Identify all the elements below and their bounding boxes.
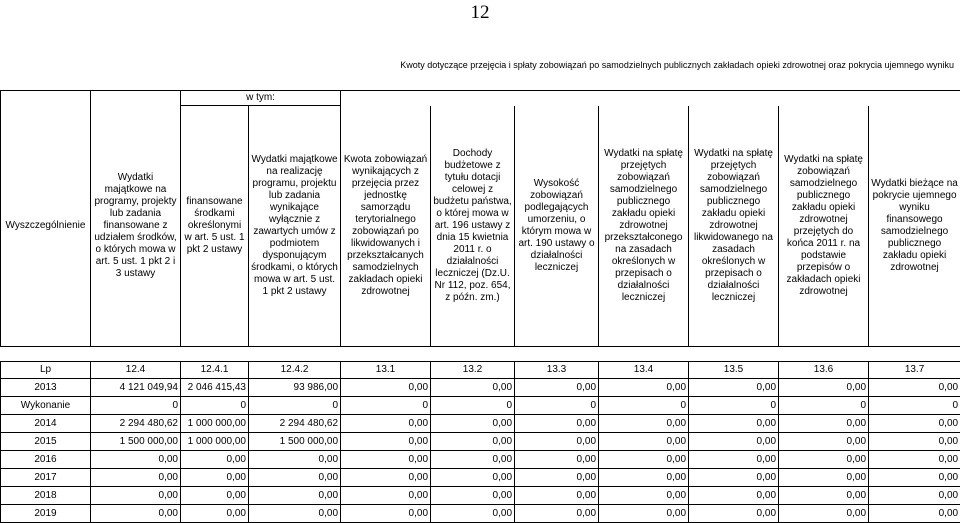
table-cell: 0,00: [341, 487, 431, 505]
table-cell: 0,00: [779, 433, 869, 451]
lp-cell: 13.6: [779, 362, 869, 379]
table-cell: 0,00: [431, 415, 515, 433]
table-cell: 0,00: [779, 451, 869, 469]
table-row: [1, 505, 960, 523]
lp-cell: 12.4: [91, 362, 181, 379]
table-cell: 0: [779, 397, 869, 415]
table-cell: 0: [181, 397, 249, 415]
table-cell: 0,00: [91, 505, 181, 523]
lp-cell: 12.4.2: [249, 362, 341, 379]
lp-cell: 13.3: [515, 362, 599, 379]
column-header: Kwota zobowiązań wynikających z przejęcia przez jednostkę samorządu terytorialnego zobowiązań po likwidowanych i przekształcanych samodzielnych zakładach opieki zdrowotnej: [341, 106, 431, 347]
table-cell: 0,00: [181, 469, 249, 487]
table-cell: 0,00: [599, 469, 689, 487]
page-number: 12: [0, 0, 960, 24]
table-cell: 0,00: [689, 415, 779, 433]
spacer-row: [1, 347, 960, 362]
table-cell: 0,00: [869, 451, 960, 469]
table-row: [1, 487, 960, 505]
table-cell: 0,00: [599, 487, 689, 505]
table-cell: 4 121 049,94: [91, 379, 181, 397]
table-cell: 0,00: [181, 505, 249, 523]
table-cell: 0,00: [249, 451, 341, 469]
table-cell: 0,00: [181, 451, 249, 469]
row-label: 2017: [1, 469, 91, 487]
table-row: [1, 451, 960, 469]
table-cell: 0,00: [779, 415, 869, 433]
header-spacer: [1, 91, 91, 106]
table-cell: 0,00: [515, 433, 599, 451]
lp-cell: 13.5: [689, 362, 779, 379]
table-cell: 0: [431, 397, 515, 415]
header-spacer: [341, 91, 960, 106]
lp-cell: 12.4.1: [181, 362, 249, 379]
table-cell: 0,00: [689, 379, 779, 397]
table-cell: 0,00: [91, 487, 181, 505]
table-cell: 2 046 415,43: [181, 379, 249, 397]
table-cell: 0,00: [515, 379, 599, 397]
table-cell: 0,00: [515, 487, 599, 505]
row-label: Wykonanie: [1, 397, 91, 415]
table-cell: 0,00: [689, 487, 779, 505]
table-cell: 0,00: [869, 433, 960, 451]
table-cell: 0: [869, 397, 960, 415]
table-cell: 0: [515, 397, 599, 415]
table-cell: 2 294 480,62: [249, 415, 341, 433]
table-cell: 0,00: [869, 505, 960, 523]
table-cell: 0,00: [779, 505, 869, 523]
table-cell: 0,00: [341, 433, 431, 451]
lp-row: [1, 362, 960, 379]
row-label: 2014: [1, 415, 91, 433]
spacer: [1, 347, 960, 362]
row-label: 2013: [1, 379, 91, 397]
column-header-row: [1, 106, 960, 347]
table-cell: 0: [91, 397, 181, 415]
table-cell: 0,00: [869, 469, 960, 487]
table-cell: 93 986,00: [249, 379, 341, 397]
table-cell: 0,00: [431, 505, 515, 523]
table-row: [1, 379, 960, 397]
column-header: Wydatki bieżące na pokrycie ujemnego wyniku finansowego samodzielnego publicznego zakładu opieki zdrowotnej: [869, 106, 960, 347]
table-cell: 0,00: [689, 505, 779, 523]
table-cell: 0,00: [181, 487, 249, 505]
table-row: [1, 397, 960, 415]
table-cell: 0,00: [689, 469, 779, 487]
table-row: [1, 469, 960, 487]
table-cell: 0,00: [341, 379, 431, 397]
column-header: Wydatki na spłatę przejętych zobowiązań samodzielnego publicznego zakładu opieki zdrowotnej likwidowanego na zasadach określonych w przepisach o działalności leczniczej: [689, 106, 779, 347]
row-label: 2018: [1, 487, 91, 505]
table-cell: 1 500 000,00: [91, 433, 181, 451]
table-cell: 2 294 480,62: [91, 415, 181, 433]
table-cell: 0,00: [689, 451, 779, 469]
column-header: Wydatki na spłatę zobowiązań samodzielnego publicznego zakładu opieki zdrowotnej przejętych do końca 2011 r. na podstawie przepisów o zakładach opieki zdrowotnej: [779, 106, 869, 347]
table-cell: 1 500 000,00: [249, 433, 341, 451]
table-cell: 0,00: [91, 469, 181, 487]
column-header: finansowane środkami określonymi w art. 5 ust. 1 pkt 2 ustawy: [181, 106, 249, 347]
column-header: Wydatki majątkowe na realizację programu, projektu lub zadania wynikające wyłącznie z zawartych umów z podmiotem dysponującym środkami, o których mowa w art. 5 ust. 1 pkt 2 ustawy: [249, 106, 341, 347]
table-cell: 0,00: [431, 451, 515, 469]
lp-cell: Lp: [1, 362, 91, 379]
table-cell: 0,00: [779, 487, 869, 505]
table-cell: 0,00: [599, 505, 689, 523]
column-header: Wyszczególnienie: [1, 106, 91, 347]
lp-cell: 13.7: [869, 362, 960, 379]
header-spacer: [91, 91, 181, 106]
table-cell: 0,00: [249, 469, 341, 487]
table-cell: 0,00: [91, 451, 181, 469]
table-cell: 1 000 000,00: [181, 415, 249, 433]
table-cell: 0,00: [341, 505, 431, 523]
table-body: [1, 379, 960, 523]
table-cell: 0: [341, 397, 431, 415]
table-cell: 0,00: [779, 469, 869, 487]
group-header-w-tym: w tym:: [181, 91, 341, 106]
group-header-row: [1, 91, 960, 106]
table-cell: 0: [689, 397, 779, 415]
table-cell: 0,00: [869, 415, 960, 433]
data-table: [0, 90, 960, 523]
table-cell: 0,00: [515, 505, 599, 523]
table-cell: 0,00: [341, 451, 431, 469]
table-cell: 1 000 000,00: [181, 433, 249, 451]
table-cell: 0,00: [599, 379, 689, 397]
table-cell: 0,00: [515, 451, 599, 469]
table-cell: 0: [599, 397, 689, 415]
column-header: Wysokość zobowiązań podlegających umorzeniu, o którym mowa w art. 190 ustawy o działalności leczniczej: [515, 106, 599, 347]
lp-cell: 13.1: [341, 362, 431, 379]
column-header: Wydatki majątkowe na programy, projekty lub zadania finansowane z udziałem środków, o których mowa w art. 5 ust. 1 pkt 2 i 3 ustawy: [91, 106, 181, 347]
table-cell: 0,00: [869, 379, 960, 397]
column-header: Dochody budżetowe z tytułu dotacji celowej z budżetu państwa, o której mowa w art. 196 ustawy z dnia 15 kwietnia 2011 r. o działalności leczniczej (Dz.U. Nr 112, poz. 654, z późn. zm.): [431, 106, 515, 347]
lp-cell: 13.2: [431, 362, 515, 379]
table-cell: 0,00: [599, 433, 689, 451]
table-title: Kwoty dotyczące przejęcia i spłaty zobowiązań po samodzielnych publicznych zakładach opieki zdrowotnej oraz pokrycia ujemnego wyniku: [0, 60, 960, 70]
column-header: Wydatki na spłatę przejętych zobowiązań samodzielnego publicznego zakładu opieki zdrowotnej przekształconego na zasadach określonych w przepisach o działalności leczniczej: [599, 106, 689, 347]
table-cell: 0,00: [341, 415, 431, 433]
table-cell: 0,00: [779, 379, 869, 397]
table-cell: 0,00: [431, 469, 515, 487]
row-label: 2015: [1, 433, 91, 451]
table-cell: 0,00: [431, 487, 515, 505]
table-cell: 0,00: [515, 469, 599, 487]
table-cell: 0,00: [599, 415, 689, 433]
table-cell: 0,00: [515, 415, 599, 433]
table-cell: 0,00: [599, 451, 689, 469]
table-cell: 0,00: [341, 469, 431, 487]
row-label: 2019: [1, 505, 91, 523]
table-cell: 0,00: [431, 433, 515, 451]
table-cell: 0: [249, 397, 341, 415]
table-row: [1, 415, 960, 433]
table-cell: 0,00: [431, 379, 515, 397]
table-row: [1, 433, 960, 451]
table-cell: 0,00: [249, 505, 341, 523]
row-label: 2016: [1, 451, 91, 469]
table-cell: 0,00: [689, 433, 779, 451]
lp-cell: 13.4: [599, 362, 689, 379]
table-cell: 0,00: [249, 487, 341, 505]
table-cell: 0,00: [869, 487, 960, 505]
